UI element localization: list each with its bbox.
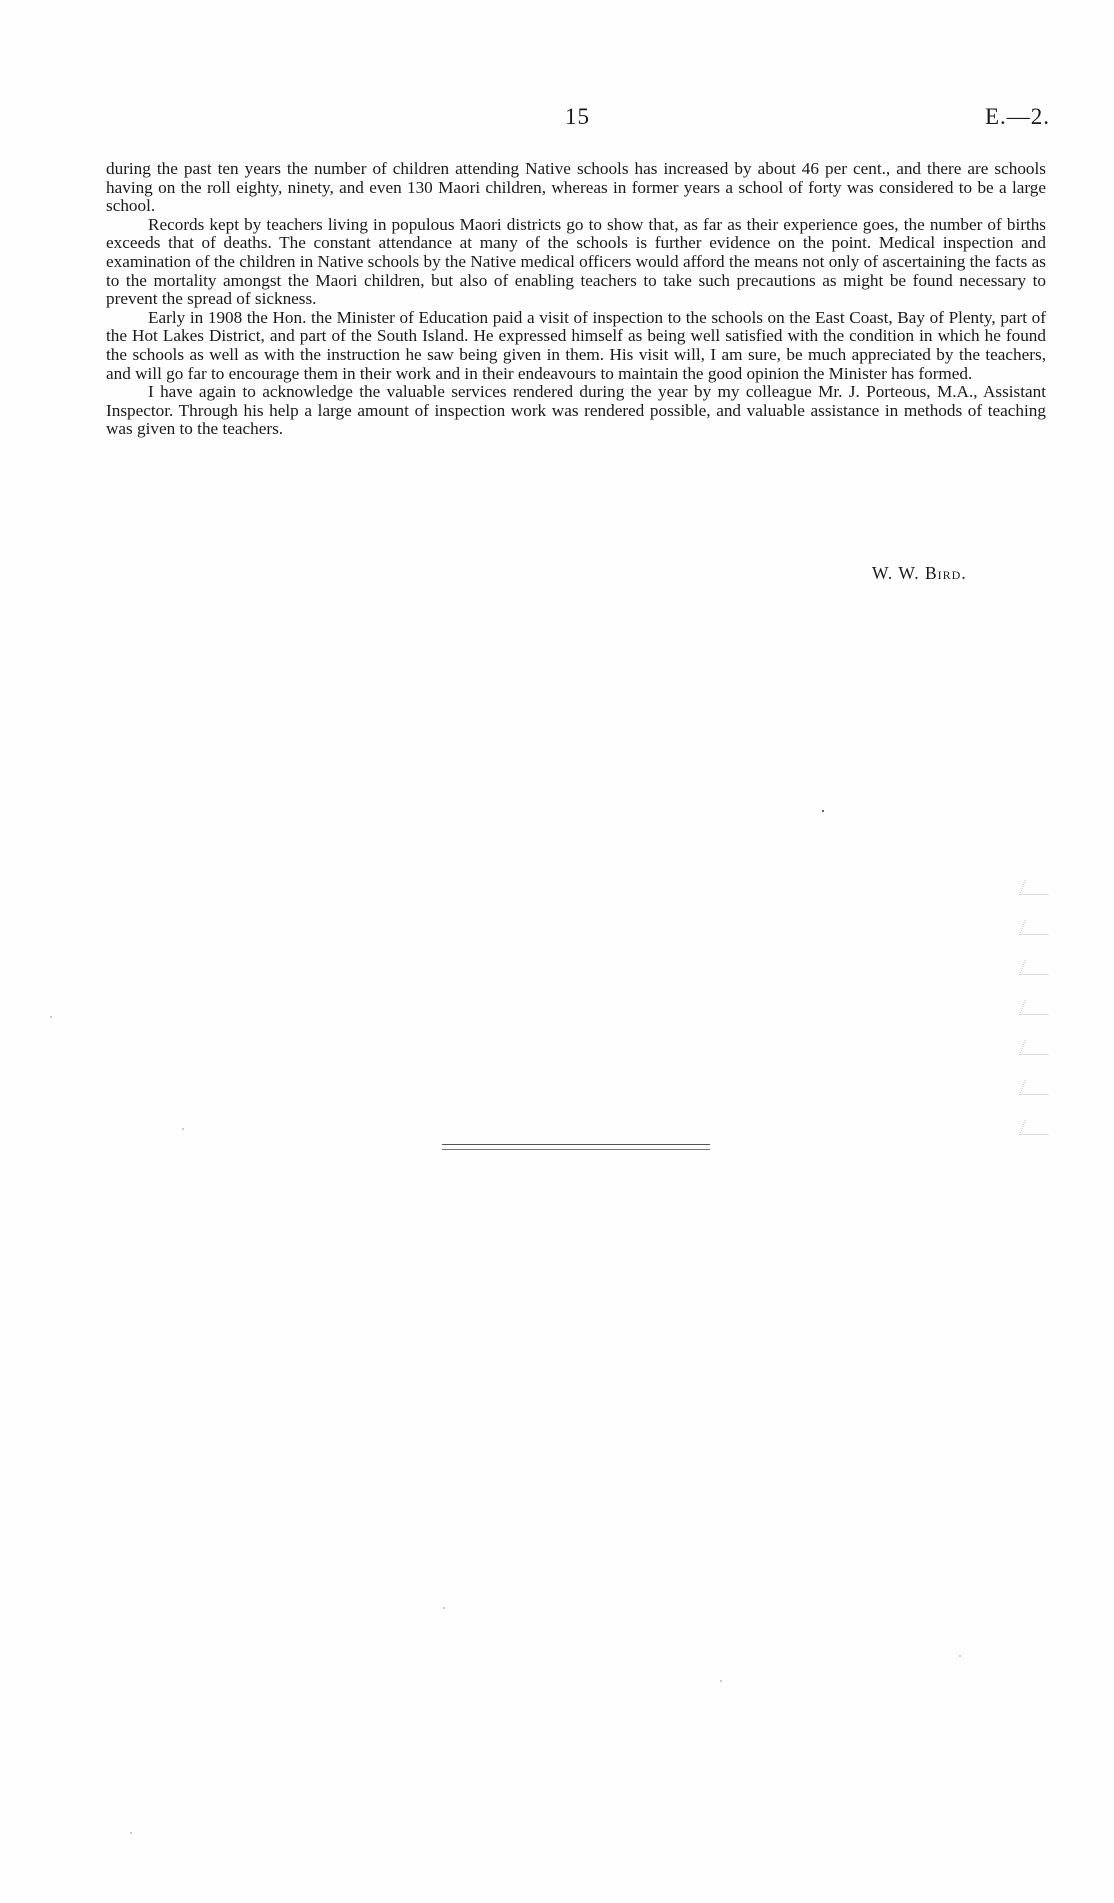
page-header [100, 104, 1050, 136]
paragraph: during the past ten years the number of children attending Native schools has increased by about 46 per cent., and there are schools having on the roll eighty, ninety, and even 130 Maori children, whereas in former years a school of forty was considered to be a large school. [106, 159, 1046, 216]
signature: W. W. Bird. [872, 563, 967, 583]
document-reference: E.—2. [984, 104, 1050, 129]
ink-speck [182, 1128, 184, 1130]
paragraph: Records kept by teachers living in populous Maori districts go to show that, as far as their experience goes, the number of births exceeds that of deaths. The constant attendance at many of the schools is further evidence on the point. Medical inspection and examination of the children in Native schools by the Native medical officers would afford the means not only of ascertaining the facts as to the mortality amongst the Maori children, but also of enabling teachers to take such precautions as might be found necessary to prevent the spread of sickness. [106, 214, 1046, 309]
closing-rule-secondary [442, 1149, 710, 1150]
body-text [106, 160, 1046, 439]
ink-speck [50, 1016, 52, 1018]
ink-speck [959, 1655, 961, 1657]
ink-speck [720, 1680, 722, 1682]
ink-speck [130, 1832, 132, 1834]
page-number: 15 [565, 104, 590, 129]
margin-bleed-marks [1022, 880, 1062, 1170]
closing-rule [442, 1144, 710, 1145]
paragraph: Early in 1908 the Hon. the Minister of Education paid a visit of inspection to the schools on the East Coast, Bay of Plenty, part of the Hot Lakes District, and part of the South Island. He expressed himself as being well satisfied with the condition in which he found the schools as well as with the instruction he saw being given in them. His visit will, I am sure, be much appreciated by the teachers, and will go far to encourage them in their work and in their endeavours to maintain the good opinion the Minister has formed. [106, 307, 1046, 383]
ink-speck [443, 1607, 445, 1609]
paragraph: I have again to acknowledge the valuable services rendered during the year by my colleague Mr. J. Porteous, M.A., Assistant Inspector. Through his help a large amount of inspection work was rendered possible, and valuable assistance in methods of teaching was given to the teachers. [106, 382, 1046, 439]
ink-speck [822, 810, 824, 812]
